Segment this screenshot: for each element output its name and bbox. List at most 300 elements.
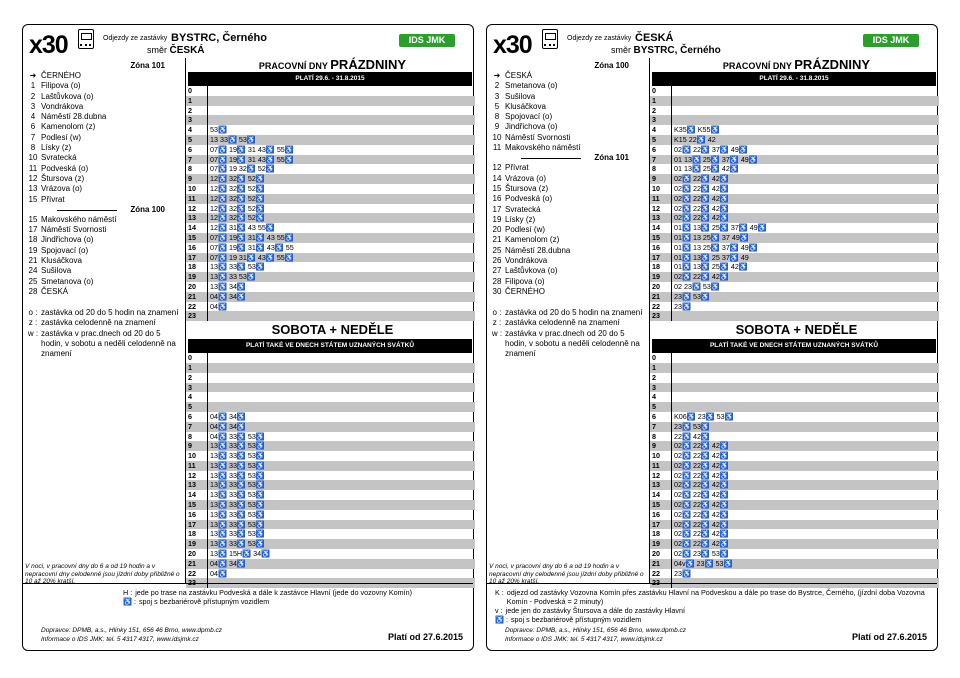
stop-name: Podlesí (w) — [41, 132, 82, 142]
legend-key: w : — [491, 328, 503, 338]
hour-cell: 15 — [650, 233, 672, 243]
stop-row — [25, 287, 181, 297]
hour-cell: 17 — [186, 253, 208, 263]
footnotes — [23, 588, 473, 606]
stop-row — [489, 287, 645, 297]
minutes-cell — [672, 115, 939, 125]
minutes-cell: 13♿ 33♿ 53♿ — [208, 500, 475, 510]
minutes-cell: 02♿ 22♿ 42♿ — [674, 490, 729, 500]
stop-row — [489, 174, 645, 184]
stop-minutes: 20 — [492, 225, 502, 235]
hour-cell: 18 — [650, 529, 672, 539]
hour-cell: 18 — [186, 262, 208, 272]
hour-row — [186, 569, 475, 579]
stop-minutes: ➜ — [493, 71, 501, 80]
hour-row — [186, 96, 475, 106]
stop-row — [25, 133, 181, 143]
hour-row — [650, 243, 939, 253]
footnote-key: ♿ : — [123, 597, 136, 606]
hour-cell: 2 — [650, 373, 672, 383]
stop-minutes: 21 — [492, 235, 502, 245]
hour-row — [186, 441, 475, 451]
hour-row — [186, 520, 475, 530]
stop-row — [489, 133, 645, 143]
stop-row — [489, 122, 645, 132]
stop-minutes: ➜ — [29, 71, 37, 80]
minutes-cell: 04♿ 34♿ — [208, 292, 475, 302]
stop-row — [25, 215, 181, 225]
stop-row — [25, 266, 181, 276]
stop-name: Filipova (o) — [505, 276, 545, 286]
weekend-title: SOBOTA + NEDĚLE — [735, 322, 858, 338]
panel-header — [487, 25, 937, 58]
hour-row — [650, 363, 939, 373]
hour-row — [186, 549, 475, 559]
hour-row — [650, 302, 939, 312]
stop-name: ČESKÁ — [505, 71, 533, 80]
stop-name: Vrázova (o) — [505, 173, 547, 183]
stop-row — [489, 266, 645, 276]
stop-minutes: 5 — [494, 101, 500, 111]
hour-cell: 14 — [186, 490, 208, 500]
hour-row — [186, 480, 475, 490]
legend-text: zastávka od 20 do 5 hodin na znamení — [505, 308, 643, 317]
timetable-panel-left — [22, 24, 474, 651]
hour-row — [650, 311, 939, 321]
legend-text: zastávka od 20 do 5 hodin na znamení — [41, 308, 179, 317]
footnotes — [487, 588, 937, 624]
hour-cell: 1 — [186, 96, 208, 106]
stop-name: Jindřichova (o) — [41, 235, 94, 245]
minutes-cell — [672, 383, 939, 393]
weekday-title — [654, 58, 939, 72]
stop-name: Svratecká — [41, 153, 77, 163]
weekend-title: SOBOTA + NEDĚLE — [271, 322, 394, 338]
weekday-title-a: PRACOVNÍ DNY — [258, 61, 328, 71]
hour-cell: 5 — [650, 402, 672, 412]
minutes-cell — [208, 363, 475, 373]
minutes-cell: 12♿ 32♿ 52♿ — [210, 183, 265, 193]
stop-minutes: 19 — [492, 214, 502, 224]
stop-minutes: 18 — [28, 235, 38, 245]
hour-cell: 2 — [650, 106, 672, 116]
stop-minutes: 4 — [30, 112, 36, 122]
stop-row — [489, 215, 645, 225]
hour-row — [650, 125, 939, 135]
footnote-key: v : — [495, 606, 503, 615]
zone-label-first: Zóna 101 — [130, 61, 165, 70]
hour-cell: 15 — [186, 500, 208, 510]
hour-cell: 1 — [650, 96, 672, 106]
hour-cell: 4 — [650, 392, 672, 402]
hour-row — [186, 422, 475, 432]
hour-row — [650, 204, 939, 214]
minutes-cell: 23♿ — [674, 301, 691, 311]
weekday-title — [190, 58, 475, 72]
valid-from: Platí od 27.6.2015 — [387, 632, 463, 642]
minutes-cell — [208, 392, 475, 402]
footnote-text: spoj s bezbariérově přístupným vozidlem — [138, 597, 270, 606]
minutes-cell: 12♿ 31♿ 43 55♿ — [210, 223, 275, 233]
stop-row — [25, 112, 181, 122]
legend-text: zastávka celodenně na znamení — [41, 318, 156, 328]
hour-cell: 20 — [186, 549, 208, 559]
stop-name: Štursova (z) — [41, 173, 85, 183]
stop-name: Makovského náměstí — [41, 214, 117, 224]
minutes-cell: 04♿ 33♿ 53♿ — [210, 431, 265, 441]
stop-minutes: 13 — [28, 184, 38, 194]
stop-minutes: 2 — [494, 81, 500, 91]
stop-minutes: 12 — [492, 163, 502, 173]
minutes-cell: 02♿ 22♿ 42♿ — [674, 183, 729, 193]
hour-row — [650, 392, 939, 402]
hour-cell: 8 — [186, 164, 208, 174]
ids-jmk-logo: IDS JMK — [399, 34, 455, 47]
hour-row — [186, 282, 475, 292]
footnote-item — [487, 615, 937, 624]
minutes-cell: 13♿ 33♿ 53♿ — [210, 262, 265, 272]
trolleybus-icon — [78, 29, 94, 49]
hour-cell: 21 — [650, 292, 672, 302]
stop-minutes: 10 — [28, 153, 38, 163]
stop-name: ČERNÉHO — [505, 286, 546, 296]
minutes-cell: 13♿ 33♿ 53♿ — [208, 539, 475, 549]
stop-minutes: 1 — [30, 81, 36, 91]
minutes-cell: 02♿ 22♿ 42♿ — [672, 272, 939, 282]
stop-list — [489, 61, 645, 297]
minutes-cell: K35♿ K55♿ — [674, 125, 720, 135]
hour-cell: 16 — [186, 243, 208, 253]
hour-row — [650, 145, 939, 155]
legend-item — [489, 329, 644, 360]
stop-row — [25, 256, 181, 266]
hour-cell: 19 — [650, 272, 672, 282]
hour-row — [650, 353, 939, 363]
hour-row — [650, 490, 939, 500]
stop-name: Sušilova — [505, 91, 536, 101]
minutes-cell: 12♿ 32♿ 52♿ — [210, 203, 265, 213]
stop-name: Podveská (o) — [505, 194, 553, 204]
minutes-cell — [208, 86, 475, 96]
minutes-cell — [208, 96, 475, 106]
stop-row — [25, 174, 181, 184]
hour-row — [650, 262, 939, 272]
stop-name: Svratecká — [505, 204, 541, 214]
hour-cell: 4 — [186, 125, 208, 135]
hour-row — [186, 292, 475, 302]
hour-row — [186, 174, 475, 184]
minutes-cell: 12♿ 32♿ 52♿ — [208, 174, 475, 184]
stop-name: Vondrákova — [505, 256, 548, 266]
direction-row — [147, 45, 205, 56]
hour-row — [186, 223, 475, 233]
hour-cell: 4 — [650, 125, 672, 135]
direction-label: směr — [611, 45, 631, 55]
stop-row — [25, 92, 181, 102]
hour-row — [186, 500, 475, 510]
minutes-cell: 04♿ — [210, 301, 227, 311]
hour-row — [650, 510, 939, 520]
legend-key: o : — [492, 308, 502, 317]
minutes-cell: 07♿ 19♿ 31♿ 43 55♿ — [208, 233, 475, 243]
minutes-cell — [672, 86, 939, 96]
minutes-cell: 02♿ 22♿ 37♿ 49♿ — [674, 144, 748, 154]
hour-row — [186, 145, 475, 155]
hour-row — [186, 311, 475, 321]
stop-minutes: 19 — [28, 245, 38, 255]
hour-cell: 14 — [186, 223, 208, 233]
hour-row — [186, 243, 475, 253]
stop-minutes: 3 — [30, 101, 36, 111]
hour-cell: 17 — [186, 520, 208, 530]
hour-cell: 14 — [650, 490, 672, 500]
weekday-title-a: PRACOVNÍ DNY — [722, 61, 792, 71]
hour-row — [186, 402, 475, 412]
stop-name: ČESKÁ — [41, 286, 69, 296]
hour-row — [650, 174, 939, 184]
stop-minutes: 3 — [494, 91, 500, 101]
departure-grid — [186, 58, 475, 588]
footnote-key: K : — [495, 588, 504, 597]
minutes-cell — [208, 402, 475, 412]
hour-row — [650, 135, 939, 145]
hour-cell: 3 — [186, 383, 208, 393]
minutes-cell — [208, 383, 475, 393]
minutes-cell — [672, 363, 939, 373]
stop-minutes: 11 — [492, 143, 502, 153]
hour-cell: 12 — [186, 204, 208, 214]
footnote-key: ♿ : — [495, 615, 508, 624]
night-note: V noci, v pracovní dny do 6 a od 19 hodin a v nepracovní dny celodenně jsou jízdní doby přibližně o 10 až 20% kratší. — [489, 563, 644, 586]
hour-cell: 22 — [186, 569, 208, 579]
stop-minutes: 15 — [28, 194, 38, 204]
hour-cell: 4 — [186, 392, 208, 402]
stop-minutes: 27 — [492, 266, 502, 276]
stop-name: Lísky (z) — [41, 143, 72, 153]
stop-row — [489, 102, 645, 112]
stop-minutes: 21 — [28, 256, 38, 266]
stop-row — [489, 205, 645, 215]
hour-row — [650, 106, 939, 116]
hour-cell: 3 — [650, 115, 672, 125]
stop-row — [489, 92, 645, 102]
stop-name: Smetanova (o) — [505, 81, 558, 91]
hour-row — [650, 461, 939, 471]
hour-row — [650, 115, 939, 125]
stop-name: ČERNÉHO — [41, 71, 82, 80]
hour-row — [650, 432, 939, 442]
ids-info-line: Informace o IDS JMK: tel. 5 4317 4317, www.idsjmk.cz — [41, 635, 199, 643]
legend-item — [489, 318, 644, 328]
stop-name: Přívrat — [41, 194, 65, 204]
minutes-cell: 02♿ 22♿ 42♿ — [674, 529, 729, 539]
stop-minutes: 26 — [492, 256, 502, 266]
hour-cell: 9 — [650, 441, 672, 451]
minutes-cell: 13♿ 33♿ 53♿ — [210, 529, 265, 539]
hour-row — [186, 373, 475, 383]
minutes-cell — [672, 392, 939, 402]
minutes-cell — [672, 96, 939, 106]
minutes-cell — [208, 115, 475, 125]
minutes-cell: 13♿ 33♿ 53♿ — [210, 451, 265, 461]
minutes-cell: 01♿ 13♿ 25 37♿ 49 — [672, 253, 939, 263]
stop-name: Laštůvkova (o) — [505, 266, 558, 276]
footnote-item — [23, 588, 473, 597]
hour-cell: 1 — [650, 363, 672, 373]
minutes-cell: 02♿ 22♿ 42♿ — [672, 520, 939, 530]
stop-name: Vrázova (o) — [41, 184, 83, 194]
legend-text: zastávka v prac.dnech od 20 do 5 hodin, v sobotu a neděli celodenně na znamení — [41, 328, 176, 359]
hour-cell: 19 — [186, 539, 208, 549]
hour-cell: 5 — [186, 402, 208, 412]
stop-minutes: 7 — [30, 132, 36, 142]
minutes-cell: K06♿ 23♿ 53♿ — [674, 411, 734, 421]
weekend-validity-bar: PLATÍ TAKÉ VE DNECH STÁTEM UZNANÝCH SVÁTKŮ — [652, 339, 936, 353]
stop-minutes: 6 — [30, 122, 36, 132]
footnote-text: odjezd od zastávky Vozovna Komín přes zastávku Hlavní na Podveskou a dále po trase do Bystrce, Černého, (jízdní doba Vozovna Komín - Podveská = 2 minuty) — [506, 588, 925, 606]
legend-item — [25, 308, 180, 318]
hour-row — [186, 135, 475, 145]
weekday-validity-bar: PLATÍ 29.6. - 31.8.2015 — [652, 72, 936, 86]
hour-cell: 3 — [186, 115, 208, 125]
direction-row — [611, 45, 721, 56]
line-number: x30 — [29, 31, 68, 59]
stop-row — [25, 184, 181, 194]
hour-cell: 10 — [650, 184, 672, 194]
hour-cell: 5 — [186, 135, 208, 145]
minutes-cell: 13 33♿ 53♿ — [208, 135, 475, 145]
hour-row — [650, 412, 939, 422]
stop-row — [489, 184, 645, 194]
hour-cell: 8 — [650, 164, 672, 174]
minutes-cell: 02♿ 22♿ 42♿ — [674, 203, 729, 213]
hour-cell: 0 — [186, 86, 208, 96]
minutes-cell: K15 22♿ 42 — [672, 135, 939, 145]
stop-minutes: 17 — [492, 204, 502, 214]
stop-name: Náměstí Svornosti — [41, 225, 107, 235]
hour-row — [186, 184, 475, 194]
hour-row — [650, 529, 939, 539]
departs-label: Odjezdy ze zastávky — [103, 35, 168, 42]
line-number: x30 — [493, 31, 532, 59]
stop-minutes: 28 — [28, 286, 38, 296]
minutes-cell: 02♿ 22♿ 42♿ — [672, 461, 939, 471]
stop-minutes: 12 — [28, 173, 38, 183]
hour-row — [650, 164, 939, 174]
hour-row — [186, 86, 475, 96]
hour-row — [186, 262, 475, 272]
stop-minutes: 15 — [28, 214, 38, 224]
hour-row — [650, 549, 939, 559]
footnote-item — [487, 606, 937, 615]
minutes-cell: 02♿ 22♿ 42♿ — [674, 509, 729, 519]
hour-row — [186, 272, 475, 282]
carrier-info — [41, 627, 222, 644]
stop-row — [25, 102, 181, 112]
hour-cell: 15 — [186, 233, 208, 243]
direction-stop: BYSTRC, Černého — [633, 45, 721, 56]
stop-name: Sušilova — [41, 266, 72, 276]
stop-name: Štursova (z) — [505, 183, 549, 193]
footnote-text: spoj s bezbariérově přístupným vozidlem — [510, 615, 642, 624]
stop-row — [489, 112, 645, 122]
hour-cell: 20 — [186, 282, 208, 292]
minutes-cell: 12♿ 32♿ 52♿ — [208, 194, 475, 204]
hour-row — [186, 253, 475, 263]
hour-cell: 0 — [650, 86, 672, 96]
minutes-cell: 02 23♿ 53♿ — [674, 281, 720, 291]
hour-row — [186, 194, 475, 204]
hour-row — [650, 471, 939, 481]
hour-cell: 7 — [650, 422, 672, 432]
zone-label-second: Zóna 101 — [489, 153, 645, 163]
minutes-cell: 04♿ 34♿ — [208, 422, 475, 432]
hour-cell: 15 — [650, 500, 672, 510]
minutes-cell: 13♿ 33♿ 53♿ — [210, 470, 265, 480]
hour-row — [186, 539, 475, 549]
hour-row — [186, 510, 475, 520]
hour-row — [186, 125, 475, 135]
stop-name: Spojovací (o) — [41, 245, 89, 255]
minutes-cell: 07♿ 19♿ 31 43♿ 55♿ — [210, 144, 294, 154]
stop-row — [25, 195, 181, 205]
minutes-cell: 13♿ 34♿ — [210, 281, 246, 291]
hour-row — [650, 184, 939, 194]
hour-cell: 0 — [186, 353, 208, 363]
hour-cell: 13 — [186, 480, 208, 490]
stop-minutes: 25 — [492, 245, 502, 255]
minutes-cell: 23♿ — [674, 568, 691, 578]
legend-key: o : — [28, 308, 38, 317]
hour-row — [650, 569, 939, 579]
minutes-cell: 13♿ 33♿ 53♿ — [210, 490, 265, 500]
hour-cell: 11 — [650, 461, 672, 471]
carrier-line: Dopravce: DPMB, a.s., Hlinky 151, 656 46 Brno, www.dpmb.cz — [505, 627, 686, 635]
stop-row — [25, 143, 181, 153]
hour-row — [650, 223, 939, 233]
minutes-cell: 04♿ 34♿ — [210, 411, 246, 421]
hour-cell: 12 — [186, 471, 208, 481]
hour-row — [650, 194, 939, 204]
stop-minutes: 9 — [494, 122, 500, 132]
hour-row — [650, 500, 939, 510]
minutes-cell: 02♿ 22♿ 42♿ — [672, 441, 939, 451]
panel-header — [23, 25, 473, 58]
minutes-cell: 13♿ 33♿ 53♿ — [208, 520, 475, 530]
hour-cell: 10 — [186, 184, 208, 194]
hour-row — [650, 451, 939, 461]
weekend-validity-bar: PLATÍ TAKÉ VE DNECH STÁTEM UZNANÝCH SVÁTKŮ — [188, 339, 472, 353]
hour-row — [650, 86, 939, 96]
hour-row — [186, 412, 475, 422]
hour-cell: 20 — [650, 549, 672, 559]
panel-footer — [23, 583, 473, 652]
stop-name: Filipova (o) — [41, 81, 81, 91]
zone-label-second: Zóna 100 — [25, 205, 181, 215]
hour-row — [650, 272, 939, 282]
hour-row — [186, 383, 475, 393]
stop-row — [25, 246, 181, 256]
hour-cell: 11 — [186, 461, 208, 471]
ids-info-line: Informace o IDS JMK: tel. 5 4317 4317, www.idsjmk.cz — [505, 635, 663, 643]
minutes-cell — [208, 311, 475, 321]
hour-row — [650, 233, 939, 243]
stop-name: Náměstí 28.dubna — [505, 245, 571, 255]
stop-row — [25, 277, 181, 287]
stop-row — [489, 246, 645, 256]
legend-item — [25, 318, 180, 328]
hour-cell: 10 — [186, 451, 208, 461]
